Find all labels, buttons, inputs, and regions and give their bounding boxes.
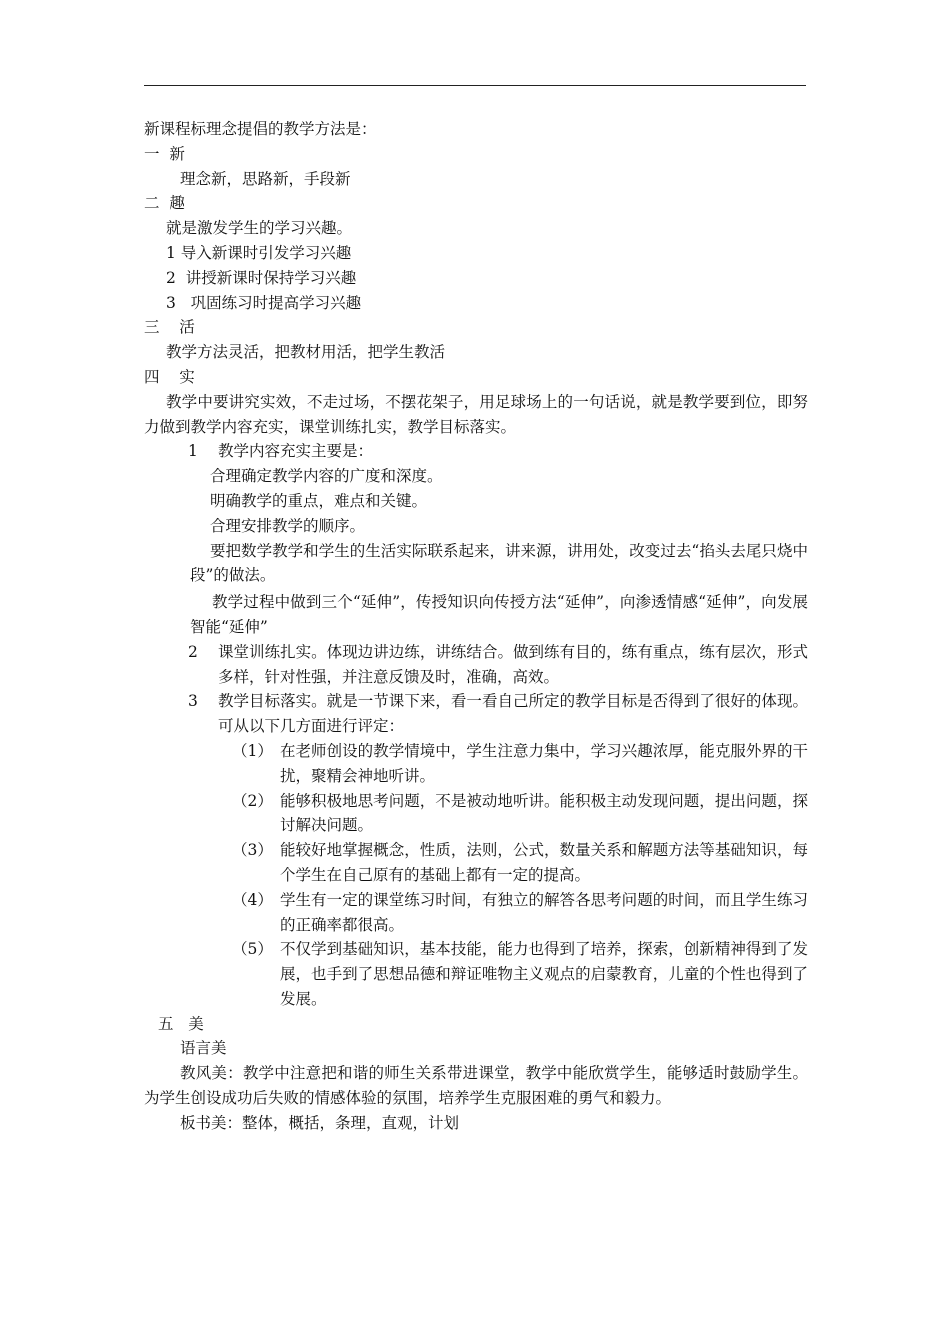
- item-number: 1: [188, 442, 198, 461]
- section-mei-line: 语言美: [180, 1039, 227, 1058]
- sub-item-5: [232, 937, 808, 1011]
- sub-item-number: （2）: [232, 791, 273, 810]
- numbered-item-1: [188, 439, 808, 464]
- item1-paragraph: 教学过程中做到三个“延伸”，传授知识向传授方法“延伸”，向渗透情感“延伸”，向发展智能“延伸”: [190, 593, 808, 636]
- item-text: 教学内容充实主要是：: [218, 442, 374, 461]
- item1-line: 合理安排教学的顺序。: [210, 516, 366, 535]
- item-number: 3: [188, 692, 198, 711]
- section-heading-mei: 五 美: [158, 1014, 204, 1033]
- section-heading-qu: 二 趣: [144, 194, 185, 213]
- sub-item-2: [232, 789, 808, 839]
- numbered-item-3: [188, 689, 808, 739]
- item-number: 2: [188, 642, 198, 661]
- item1-line: 合理确定教学内容的广度和深度。: [210, 467, 443, 486]
- sub-item-number: （4）: [232, 890, 273, 909]
- sub-item-number: （3）: [232, 841, 273, 860]
- sub-item-number: （1）: [232, 741, 273, 760]
- item1-paragraph: 要把数学教学和学生的生活实际联系起来，讲来源，讲用处，改变过去“掐头去尾只烧中段”的做法。: [190, 541, 808, 585]
- sub-item-text: 在老师创设的教学情境中，学生注意力集中，学习兴趣浓厚，能克服外界的干扰，聚精会神地听讲。: [280, 741, 808, 785]
- document-body: [144, 117, 808, 1136]
- header-rule: [144, 85, 806, 86]
- numbered-item-2: [188, 640, 808, 690]
- sub-item-1: [232, 739, 808, 789]
- sub-item-number: （5）: [232, 940, 273, 959]
- item-text: 课堂训练扎实。体现边讲边练，讲练结合。做到练有目的，练有重点，练有层次，形式多样，针对性强，并注意反馈及时，准确，高效。: [218, 642, 808, 686]
- section-shi-paragraph: 教学中要讲究实效，不走过场，不摆花架子，用足球场上的一句话说，就是教学要到位，即努力做到教学内容充实，课堂训练扎实，教学目标落实。: [144, 392, 808, 436]
- sub-item-text: 学生有一定的课堂练习时间，有独立的解答各思考问题的时间，而且学生练习的正确率都很高。: [280, 890, 808, 934]
- item-text: 教学目标落实。就是一节课下来，看一看自己所定的教学目标是否得到了很好的体现。可从以下几方面进行评定：: [218, 692, 808, 736]
- sub-item-text: 能够积极地思考问题，不是被动地听讲。能积极主动发现问题，提出问题，探讨解决问题。: [280, 791, 808, 835]
- section-qu-line: 3 巩固练习时提高学习兴趣: [166, 293, 362, 312]
- section-heading-shi: 四 实: [144, 367, 195, 386]
- section-xin-line: 理念新，思路新，手段新: [180, 169, 351, 188]
- sub-item-3: [232, 838, 808, 888]
- section-qu-line: 就是激发学生的学习兴趣。: [166, 219, 353, 238]
- item1-line: 明确教学的重点，难点和关键。: [210, 491, 428, 510]
- section-mei-paragraph: 教风美：教学中注意把和谐的师生关系带进课堂，教学中能欣赏学生，能够适时鼓励学生。为学生创设成功后失败的情感体验的氛围，培养学生克服困难的勇气和毅力。: [144, 1064, 808, 1108]
- sub-item-4: [232, 888, 808, 938]
- section-huo-line: 教学方法灵活，把教材用活，把学生教活: [166, 343, 446, 362]
- sub-item-text: 能较好地掌握概念，性质，法则，公式，数量关系和解题方法等基础知识，每个学生在自己原有的基础上都有一定的提高。: [280, 841, 808, 884]
- section-qu-line: 1 导入新课时引发学习兴趣: [166, 243, 352, 262]
- section-mei-line: 板书美：整体，概括，条理，直观，计划: [180, 1113, 460, 1132]
- intro-line: 新课程标理念提倡的教学方法是：: [144, 120, 377, 138]
- sub-item-text: 不仅学到基础知识，基本技能，能力也得到了培养，探索，创新精神得到了发展，也手到了思想品德和辩证唯物主义观点的启蒙教育，儿童的个性也得到了发展。: [280, 940, 808, 1008]
- section-qu-line: 2 讲授新课时保持学习兴趣: [166, 268, 357, 287]
- section-heading-huo: 三 活: [144, 318, 195, 337]
- section-heading-xin: 一 新: [144, 144, 185, 163]
